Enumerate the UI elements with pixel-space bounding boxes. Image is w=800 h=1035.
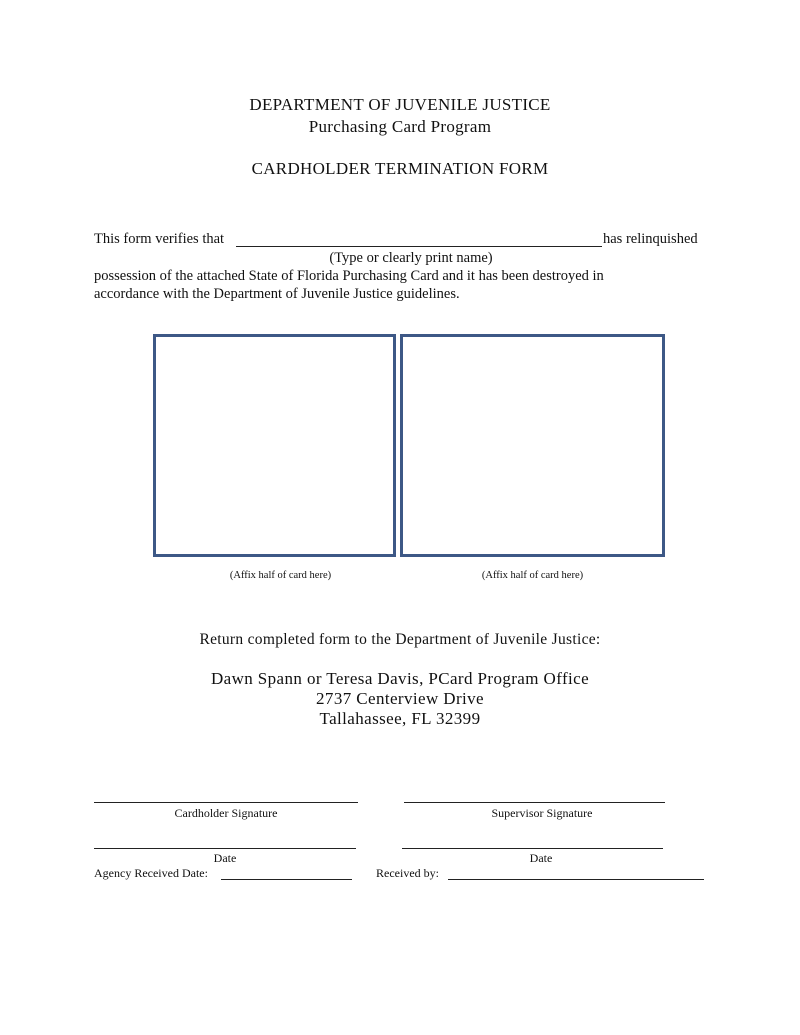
name-hint: (Type or clearly print name) <box>329 250 493 266</box>
supervisor-signature-label: Supervisor Signature <box>491 806 593 820</box>
cardholder-date-line[interactable] <box>94 848 356 849</box>
cardholder-date-label: Date <box>213 851 237 865</box>
cardholder-name-field[interactable] <box>236 246 602 247</box>
card-box-left <box>153 334 396 557</box>
cardholder-signature-line[interactable] <box>94 802 358 803</box>
card-caption-right: (Affix half of card here) <box>481 570 584 581</box>
card-caption-left: (Affix half of card here) <box>229 570 332 581</box>
cardholder-signature-label: Cardholder Signature <box>174 806 278 820</box>
statement-prefix: This form verifies that <box>94 231 225 247</box>
statement-line-3: accordance with the Department of Juvenile Justice guidelines. <box>94 286 460 302</box>
agency-received-date-field[interactable] <box>221 879 352 880</box>
received-by-field[interactable] <box>448 879 704 880</box>
statement-suffix: has relinquished <box>603 231 698 247</box>
card-box-right <box>400 334 665 557</box>
supervisor-date-line[interactable] <box>402 848 663 849</box>
supervisor-date-label: Date <box>529 851 553 865</box>
return-street: 2737 Centerview Drive <box>316 689 484 708</box>
program-heading: Purchasing Card Program <box>308 117 492 136</box>
supervisor-signature-line[interactable] <box>404 802 665 803</box>
return-contact: Dawn Spann or Teresa Davis, PCard Program Office <box>210 669 590 688</box>
form-title: CARDHOLDER TERMINATION FORM <box>251 159 549 178</box>
received-by-label: Received by: <box>376 866 439 880</box>
return-instruction: Return completed form to the Department of Juvenile Justice: <box>199 631 601 648</box>
department-heading: DEPARTMENT OF JUVENILE JUSTICE <box>249 95 551 114</box>
return-city: Tallahassee, FL 32399 <box>319 709 481 728</box>
agency-received-date-label: Agency Received Date: <box>94 866 208 880</box>
statement-line-2: possession of the attached State of Florida Purchasing Card and it has been destroyed in <box>94 268 604 284</box>
